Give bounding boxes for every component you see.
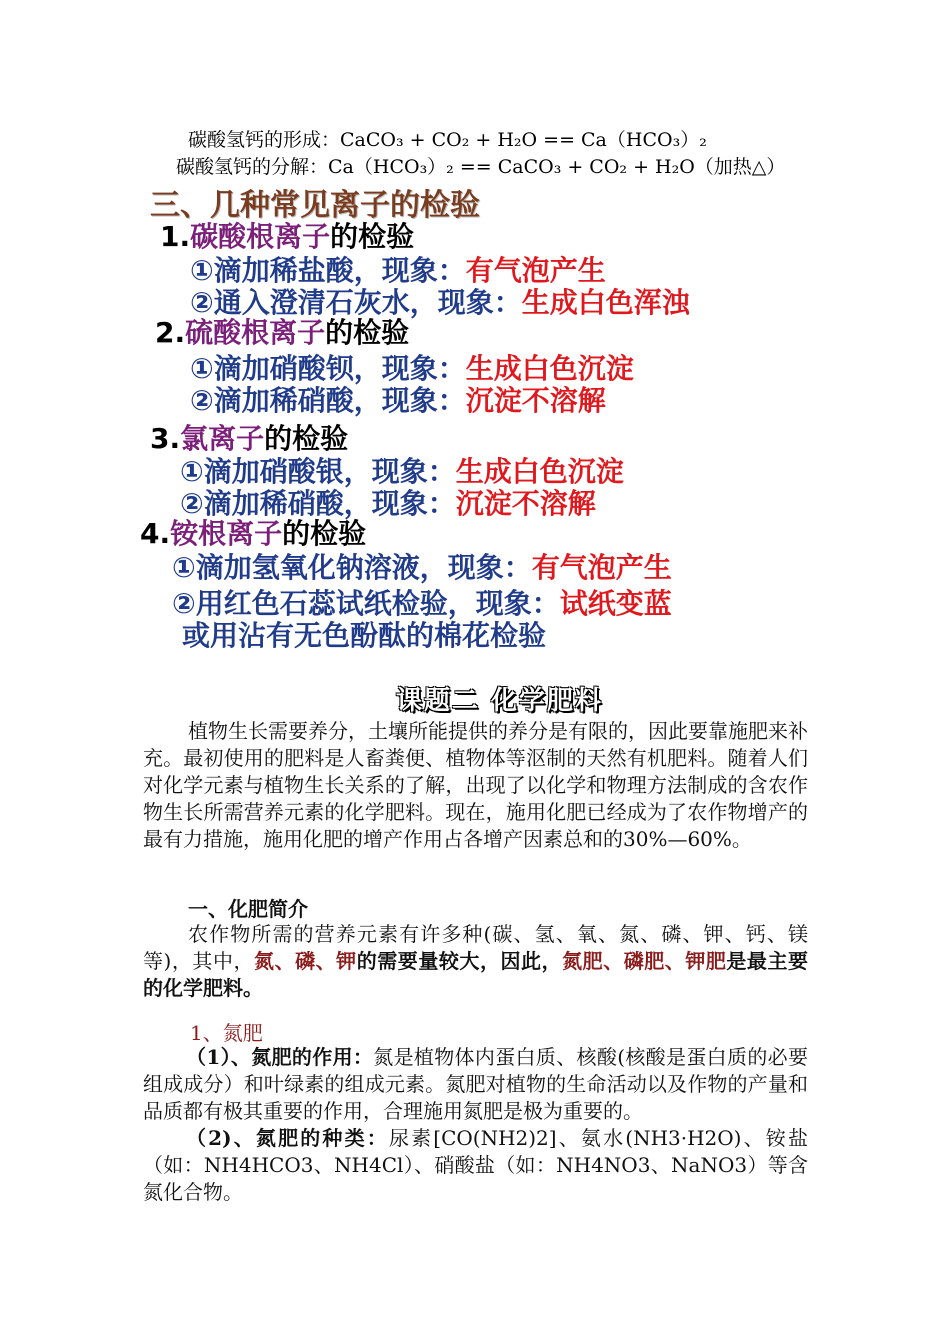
section-4-step-1-action: ①滴加氢氧化钠溶液，现象： bbox=[172, 551, 532, 584]
nitrogen-role-text-block bbox=[143, 1044, 808, 1125]
nitrogen-title: 1、氮肥 bbox=[190, 1021, 263, 1045]
nitrogen-role-text: 氮是植物体内蛋白质、核酸(核酸是蛋白质的必要组成成分）和叶绿素的组成元素。氮肥对植物的生命活动以及作物的产量和品质都有极其重要的作用，合理施用氮肥是极为重要的。 bbox=[143, 1045, 808, 1123]
section-1-step-1-result: 有气泡产生 bbox=[465, 254, 606, 287]
section-1-step-2-result: 生成白色浑浊 bbox=[521, 286, 690, 319]
section-2-heading bbox=[155, 311, 409, 351]
section-4-step-2-action: ②用红色石蕊试纸检验，现象： bbox=[172, 587, 560, 620]
section-4-step-1 bbox=[172, 546, 672, 586]
lesson-intro bbox=[143, 718, 808, 853]
section1-p1: 农作物所需的营养元素有许多种(碳、氢、氧、氮、磷、钾、钙、镁等)，其中， bbox=[143, 922, 808, 973]
section-4-suffix: 的检验 bbox=[282, 517, 367, 550]
section-2-num: 2. bbox=[155, 316, 186, 349]
nitrogen-types-label: （2)、氮肥的种类： bbox=[186, 1126, 389, 1150]
formula-formation bbox=[188, 125, 707, 152]
nitrogen-role-paragraph bbox=[143, 1044, 808, 1125]
formula-formation-eq: CaCO₃ + CO₂ + H₂O == Ca（HCO₃）₂ bbox=[340, 129, 707, 151]
section-1-step-1-action: ①滴加稀盐酸，现象： bbox=[190, 254, 466, 287]
nitrogen-types-text: 尿素[CO(NH2)2]、氨水(NH3·H2O)、铵盐（如：NH4HCO3、NH4Cl）、硝酸盐（如：NH4NO3、NaNO3）等含氮化合物。 bbox=[143, 1126, 808, 1204]
nitrogen-types-paragraph bbox=[143, 1125, 808, 1206]
formula-decomposition-label: 碳酸氢钙的分解： bbox=[176, 156, 329, 178]
section-2-step-1-result: 生成白色沉淀 bbox=[465, 352, 634, 385]
section-3-suffix: 的检验 bbox=[264, 422, 349, 455]
section-3-ion: 氯离子 bbox=[180, 422, 265, 455]
section-1-ion: 碳酸根离子 bbox=[190, 220, 331, 253]
section-3-num: 3. bbox=[150, 422, 181, 455]
section-3-step-1-action: ①滴加硝酸银，现象： bbox=[180, 455, 456, 488]
section-1-num: 1. bbox=[160, 220, 191, 253]
section-4-step-1-result: 有气泡产生 bbox=[531, 551, 672, 584]
nitrogen-types-text-block bbox=[143, 1125, 808, 1206]
section1-paragraph bbox=[143, 921, 808, 1002]
section-2-step-2-result: 沉淀不溶解 bbox=[465, 384, 606, 417]
section-4-num: 4. bbox=[140, 517, 171, 550]
section-2-step-2 bbox=[190, 379, 606, 419]
section-2-ion: 硫酸根离子 bbox=[185, 316, 326, 349]
section-2-step-1-action: ①滴加硝酸钡，现象： bbox=[190, 352, 466, 385]
section-2-step-2-action: ②滴加稀硝酸，现象： bbox=[190, 384, 466, 417]
nitrogen-role-label: （1）、氮肥的作用： bbox=[186, 1045, 374, 1069]
formula-decomposition-eq: Ca（HCO₃）₂ == CaCO₃ + CO₂ + H₂O（加热△） bbox=[328, 156, 786, 178]
section1-hl2: 氮肥、磷肥、钾肥 bbox=[562, 949, 727, 973]
section1-p2: 的需要量较大，因此， bbox=[356, 949, 563, 973]
section1-title: 一、化肥简介 bbox=[188, 897, 308, 921]
section-1-suffix: 的检验 bbox=[330, 220, 415, 253]
section-4-step-2-result: 试纸变蓝 bbox=[559, 587, 672, 620]
section1-text bbox=[143, 921, 808, 1002]
section-4-extra: 或用沾有无色酚酞的棉花检验 bbox=[182, 619, 547, 652]
section1-hl1: 氮、磷、钾 bbox=[254, 949, 357, 973]
lesson-title: 课题二 化学肥料 bbox=[396, 686, 604, 716]
formula-formation-label: 碳酸氢钙的形成： bbox=[188, 129, 341, 151]
section1-p3: 是最主要的化学肥料。 bbox=[143, 949, 809, 1000]
section-2-suffix: 的检验 bbox=[325, 316, 410, 349]
section-3-step-2-result: 沉淀不溶解 bbox=[455, 487, 596, 520]
section-4-ion: 铵根离子 bbox=[170, 517, 283, 550]
ion-tests-title: 三、几种常见离子的检验 bbox=[150, 188, 480, 223]
section-3-step-1-result: 生成白色沉淀 bbox=[455, 455, 624, 488]
formula-decomposition bbox=[176, 152, 785, 179]
lesson-intro-text: 植物生长需要养分，土壤所能提供的养分是有限的，因此要靠施肥来补充。最初使用的肥料是人畜粪便、植物体等沤制的天然有机肥料。随着人们对化学元素与植物生长关系的了解，出现了以化学和物理方法制成的含农作物生长所需营养元素的化学肥料。现在，施用化肥已经成为了农作物增产的最有力措施，施用化肥的增产作用占各增产因素总和的30%—60%。 bbox=[143, 719, 808, 851]
section-3-step-2-action: ②滴加稀硝酸，现象： bbox=[180, 487, 456, 520]
section-1-step-2-action: ②通入澄清石灰水，现象： bbox=[190, 286, 522, 319]
